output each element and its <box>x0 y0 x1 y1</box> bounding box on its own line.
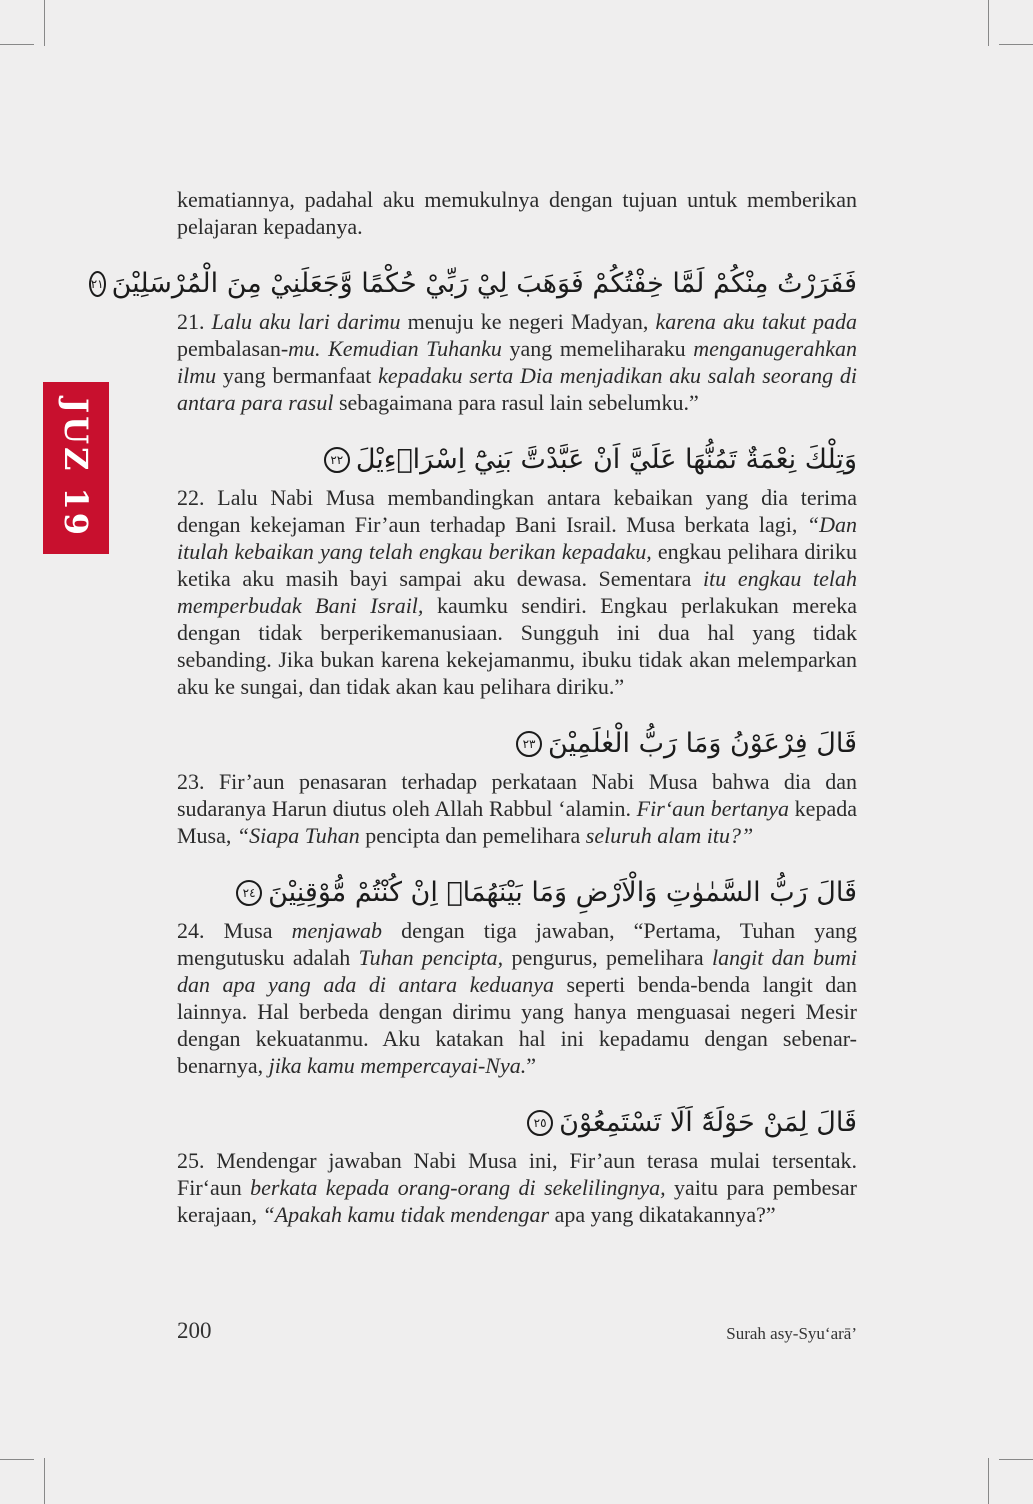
italic-phrase: menganugerahkan ilmu <box>177 336 857 388</box>
text-run: yaitu para pembesar kerajaan, <box>177 1175 858 1227</box>
italic-phrase: “Apakah kamu tidak mendengar <box>262 1202 550 1227</box>
arabic-text: قَالَ لِمَنْ حَوْلَهٗٓ اَلَا تَسْتَمِعُوْنَ <box>559 1107 857 1138</box>
intro-paragraph: kematiannya, padahal aku memukulnya dengan tujuan untuk memberikan pelajaran kepadanya. <box>177 187 857 239</box>
text-run: engkau pelihara diriku ketika aku masih bayi sampai aku dewasa. Sementara <box>177 539 857 591</box>
text-run: pembalasan- <box>177 336 289 361</box>
italic-phrase: Fir‘aun bertanya <box>636 796 789 821</box>
arabic-text: فَفَرَرْتُ مِنْكُمْ لَمَّا خِفْتُكُمْ فَوَهَبَ لِيْ رَبِّيْ حُكْمًا وَّجَعَلَنِيْ مِنَ الْمُرْسَلِيْنَ <box>111 268 857 299</box>
italic-phrase: menjawab <box>291 918 383 943</box>
arabic-verse <box>177 1103 857 1143</box>
translation-paragraph <box>177 308 857 416</box>
verse-number-marker: ٢٥ <box>527 1110 553 1136</box>
crop-mark <box>44 0 45 46</box>
text-run: yang memeliharaku <box>501 336 694 361</box>
crop-mark <box>0 44 34 45</box>
text-run: 24. Musa <box>177 918 292 943</box>
verse-number-marker: ٢٣ <box>516 731 542 757</box>
text-run: pencipta dan pemelihara <box>359 823 586 848</box>
crop-mark <box>0 1459 34 1460</box>
italic-phrase: karena aku takut pada <box>655 309 857 334</box>
italic-phrase: “Siapa Tuhan <box>236 823 360 848</box>
verse-number-marker: ٢١ <box>89 271 106 297</box>
crop-mark <box>999 44 1033 45</box>
italic-phrase: itu engkau telah memperbudak Bani Israil, <box>177 566 857 618</box>
italic-phrase: “Dan itulah kebaikan yang telah engkau berikan kepadaku, <box>177 512 857 564</box>
juz-side-tab <box>43 382 109 554</box>
arabic-verse <box>177 873 857 913</box>
text-run: kaumku sendiri. Engkau perlakukan mereka dengan tidak berperikemanusiaan. Sungguh ini dua hal yang tidak sebanding. Jika bukan karena kekejamanmu, ibuku tidak akan melemparkan aku ke sungai, dan tidak akan kau pelihara diriku.” <box>177 593 857 699</box>
text-run: kepada Musa, <box>177 796 857 848</box>
arabic-verse <box>90 264 857 304</box>
text-run: 25. Mendengar jawaban Nabi Musa ini, Fir’aun terasa mulai tersentak. Fir‘aun <box>177 1148 857 1200</box>
juz-label: JUZ 19 <box>57 397 96 539</box>
arabic-text: قَالَ رَبُّ السَّمٰوٰتِ وَالْاَرْضِ وَمَا بَيْنَهُمَاۗ اِنْ كُنْتُمْ مُّوْقِنِيْنَ <box>268 877 857 908</box>
text-run: dengan tiga jawaban, “Pertama, Tuhan yang mengutusku adalah <box>177 918 857 970</box>
arabic-verse <box>177 440 857 480</box>
verse-block <box>177 440 857 700</box>
crop-mark <box>999 1459 1033 1460</box>
verse-block <box>90 264 858 416</box>
crop-mark <box>988 0 989 46</box>
crop-mark <box>988 1458 989 1504</box>
verse-block <box>177 724 857 849</box>
text-run: 23. Fir’aun penasaran terhadap perkataan Nabi Musa bahwa dia dan sudaranya Harun diutus oleh Allah Rabbul ‘alamin. <box>177 769 857 821</box>
verse-block <box>177 873 857 1079</box>
italic-phrase: kepadaku serta Dia menjadikan aku salah seorang di antara para rasul <box>177 363 858 415</box>
italic-phrase: mu. Kemudian Tuhanku <box>288 336 502 361</box>
text-run: pengurus, pemelihara <box>503 945 713 970</box>
verse-block <box>177 1103 857 1228</box>
italic-phrase: langit dan bumi dan apa yang ada di antara keduanya <box>177 945 857 997</box>
italic-phrase: Tuhan pencipta, <box>358 945 504 970</box>
crop-mark <box>44 1458 45 1504</box>
translation-paragraph <box>177 1147 857 1228</box>
text-run: menuju ke negeri Madyan, <box>400 309 656 334</box>
text-run: 22. Lalu Nabi Musa membandingkan antara kebaikan yang dia terima dengan kekejaman Fir’aun terhadap Bani Israil. Musa berkata lagi, <box>177 485 857 537</box>
running-footer-surah: Surah asy-Syu‘arā’ <box>726 1324 857 1343</box>
text-run: 21. <box>177 309 212 334</box>
page-content <box>90 186 858 1228</box>
text-run: seperti benda-benda langit dan lainnya. Hal berbeda dengan dirimu yang hanya menguasai negeri Mesir dengan kekuatanmu. Aku katakan hal ini kepadamu dengan sebenar-benarnya, <box>177 972 857 1078</box>
italic-phrase: seluruh alam itu?” <box>585 823 754 848</box>
text-run: yang bermanfaat <box>216 363 379 388</box>
text-run: sebagaimana para rasul lain sebelumku.” <box>333 390 699 415</box>
italic-phrase: Lalu aku lari darimu <box>211 309 401 334</box>
text-run: ” <box>526 1053 536 1078</box>
page-number: 200 <box>177 1318 212 1343</box>
verse-number-marker: ٢٤ <box>236 880 262 906</box>
text-run: apa yang dikatakannya?” <box>549 1202 776 1227</box>
verse-number-marker: ٢٢ <box>324 447 350 473</box>
arabic-verse <box>177 724 857 764</box>
arabic-text: قَالَ فِرْعَوْنُ وَمَا رَبُّ الْعٰلَمِيْنَ <box>548 728 857 759</box>
translation-paragraph <box>177 484 857 700</box>
translation-paragraph <box>177 768 857 849</box>
italic-phrase: jika kamu mempercayai-Nya. <box>268 1053 527 1078</box>
italic-phrase: berkata kepada orang-orang di sekelilingnya, <box>250 1175 666 1200</box>
translation-paragraph <box>177 917 857 1079</box>
arabic-text: وَتِلْكَ نِعْمَةٌ تَمُنُّهَا عَلَيَّ اَنْ عَبَّدْتَّ بَنِيْٓ اِسْرَاۤءِيْلَ <box>355 444 857 475</box>
